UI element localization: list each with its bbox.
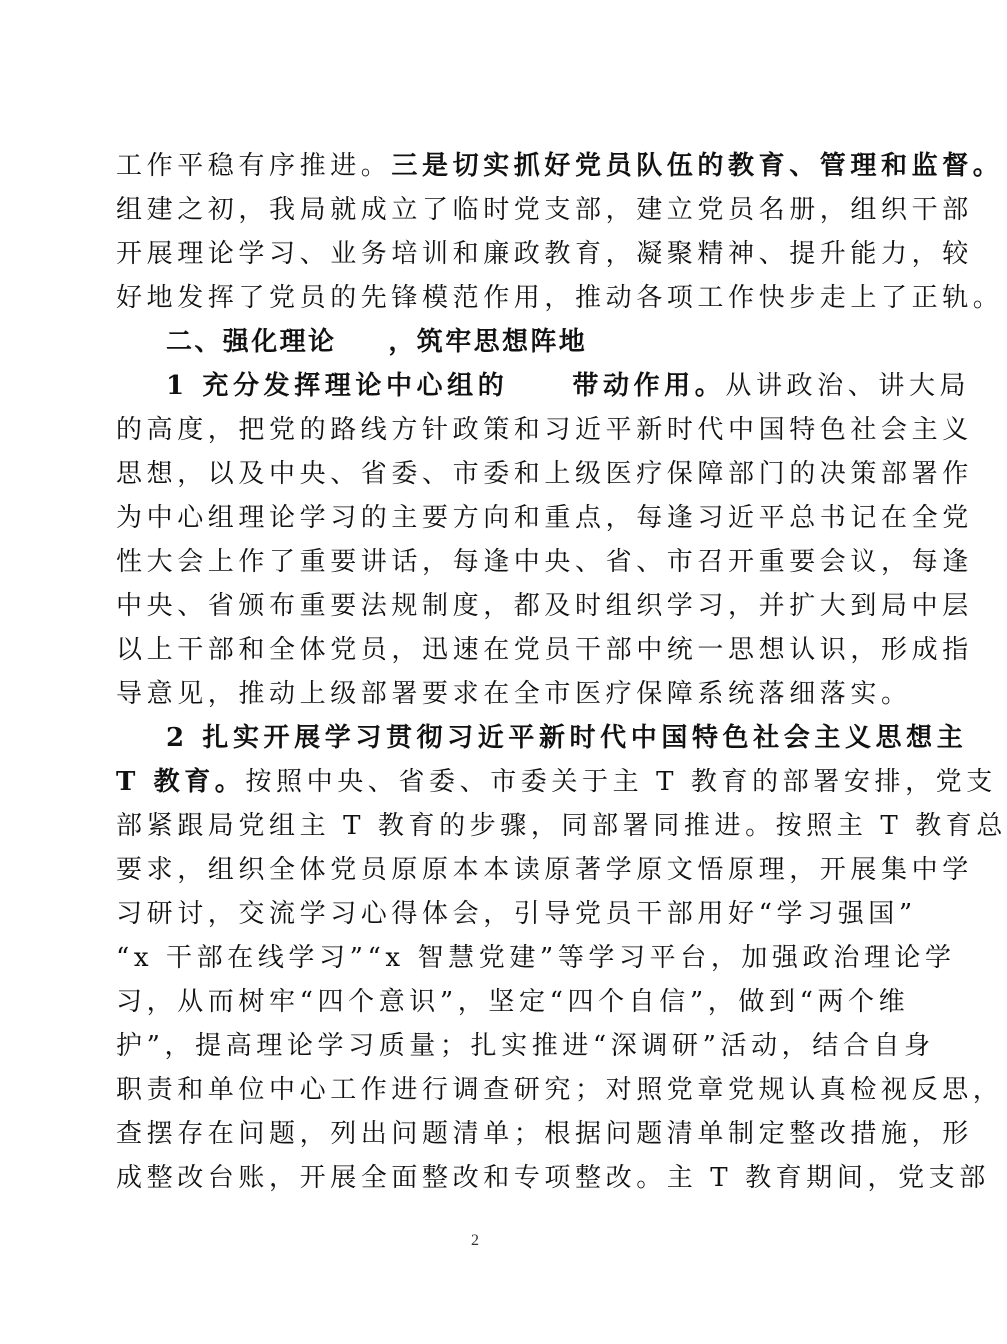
text-line-4 [116, 281, 1004, 315]
text-line-14 [166, 721, 968, 755]
text-line-17 [116, 853, 973, 887]
subheading-text: 2 扎实开展学习贯彻习近平新时代中国特色社会主义思想主 [166, 723, 968, 753]
text-line-3 [116, 237, 973, 271]
section-heading [166, 325, 846, 359]
subheading-part-2: 带动作用。 [572, 371, 726, 401]
text-line-23 [116, 1117, 973, 1151]
text-line-22 [116, 1073, 1004, 1107]
text-segment: 查摆存在问题，列出问题清单；根据问题清单制定整改措施，形 [116, 1119, 973, 1149]
text-segment: 组建之初，我局就成立了临时党支部，建立党员名册，组织干部 [116, 195, 973, 225]
text-line-20 [116, 985, 910, 1019]
text-line-13 [116, 677, 912, 711]
text-segment: 护”，提高理论学习质量；扎实推进“深调研”活动，结合自身 [116, 1031, 935, 1061]
text-segment: 工作平稳有序推进。 [116, 151, 392, 181]
text-segment: 中央、省颁布重要法规制度，都及时组织学习，并扩大到局中层 [116, 591, 973, 621]
text-line-2 [116, 193, 973, 227]
subheading-part-1: 1 充分发挥理论中心组的 [166, 371, 509, 401]
text-segment: 要求，组织全体党员原原本本读原著学原文悟原理，开展集中学 [116, 855, 973, 885]
text-segment: 导意见，推动上级部署要求在全市医疗保障系统落细落实。 [116, 679, 912, 709]
text-line-24 [116, 1161, 990, 1195]
text-line-10 [116, 545, 973, 579]
text-line-6 [166, 369, 971, 403]
text-segment: 为中心组理论学习的主要方向和重点，每逢习近平总书记在全党 [116, 503, 973, 533]
text-segment: “x 干部在线学习”“x 智慧党建”等学习平台，加强政治理论学 [116, 943, 956, 973]
bold-run: T 教育。 [116, 767, 246, 797]
text-segment: 性大会上作了重要讲话，每逢中央、省、市召开重要会议，每逢 [116, 547, 973, 577]
text-line-18 [116, 897, 917, 931]
text-segment: 以上干部和全体党员，迅速在党员干部中统一思想认识，形成指 [116, 635, 973, 665]
text-segment: 成整改台账，开展全面整改和专项整改。主 T 教育期间，党支部 [116, 1163, 990, 1193]
text-segment: 好地发挥了党员的先锋模范作用，推动各项工作快步走上了正轨。 [116, 283, 1004, 313]
text-line-7 [116, 413, 973, 447]
text-line-11 [116, 589, 973, 623]
text-segment: 的高度，把党的路线方针政策和习近平新时代中国特色社会主义 [116, 415, 973, 445]
text-line-9 [116, 501, 973, 535]
text-segment: 部紧跟局党组主 T 教育的步骤，同部署同推进。按照主 T 教育总 [116, 811, 1007, 841]
bold-run: 三是切实抓好党员队伍的教育、管理和监督。 [391, 151, 1004, 181]
heading-part-2: ，筑牢思想阵地 [388, 327, 588, 357]
text-segment: 习，从而树牢“四个意识”，坚定“四个自信”，做到“两个维 [116, 987, 910, 1017]
text-line-12 [116, 633, 973, 667]
text-line-19 [116, 941, 956, 975]
text-line-21 [116, 1029, 935, 1063]
text-segment: 开展理论学习、业务培训和廉政教育，凝聚精神、提升能力，较 [116, 239, 973, 269]
text-segment: 习研讨，交流学习心得体会，引导党员干部用好“学习强国” [116, 899, 917, 929]
text-line-15 [116, 765, 997, 799]
page-number: 2 [471, 1232, 479, 1249]
text-line-1 [116, 149, 1004, 183]
text-segment: 从讲政治、讲大局 [725, 371, 971, 401]
text-line-16 [116, 809, 1007, 843]
text-segment: 职责和单位中心工作进行调查研究；对照党章党规认真检视反思， [116, 1075, 1004, 1105]
text-line-8 [116, 457, 973, 491]
text-segment: 思想，以及中央、省委、市委和上级医疗保障部门的决策部署作 [116, 459, 973, 489]
text-segment: 按照中央、省委、市委关于主 T 教育的部署安排，党支 [245, 767, 997, 797]
heading-part-1: 二、强化理论 [166, 327, 337, 357]
